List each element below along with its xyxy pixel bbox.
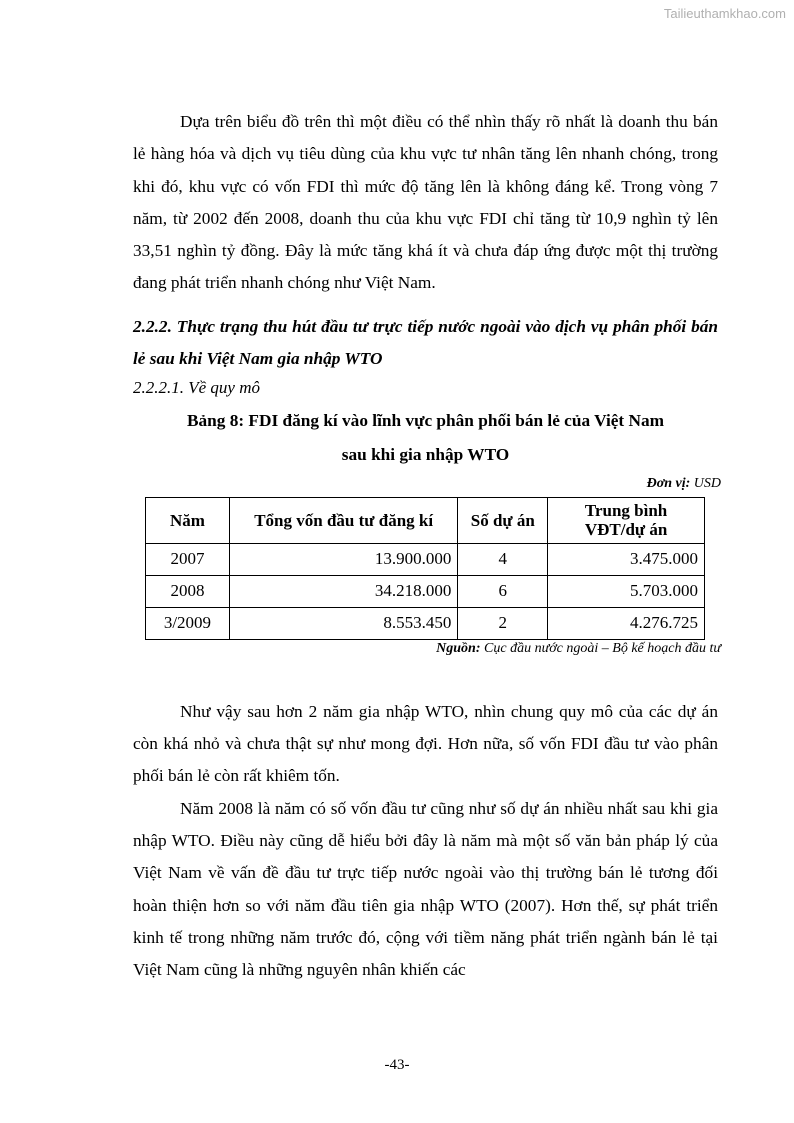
header-project-count: Số dự án xyxy=(458,497,548,543)
table-source xyxy=(133,640,721,658)
table-row xyxy=(146,607,705,639)
fdi-table xyxy=(145,497,705,640)
source-value: Cục đầu nước ngoài – Bộ kế hoạch đầu tư xyxy=(484,640,721,656)
table-row xyxy=(146,575,705,607)
cell-project-count: 4 xyxy=(458,543,548,575)
table-header-row xyxy=(146,497,705,543)
cell-total-capital: 8.553.450 xyxy=(229,607,457,639)
paragraph-2008-analysis: Năm 2008 là năm có số vốn đầu tư cũng như số dự án nhiều nhất sau khi gia nhập WTO. Điều này cũng dễ hiểu bởi đây là năm mà một số văn bản pháp lý của Việt Nam về vấn đề đầu tư trực tiếp nước ngoài vào thị trường bán lẻ tương đối hoàn thiện hơn so với năm đầu tiên gia nhập WTO (2007). Hơn thế, sự phát triển kinh tế trong những năm trước đó, cộng với tiềm năng phát triển ngành bán lẻ tại Việt Nam cũng là những nguyên nhân khiến các xyxy=(133,798,718,980)
unit-value: USD xyxy=(693,475,721,491)
table-unit xyxy=(133,475,721,493)
cell-year: 3/2009 xyxy=(146,607,230,639)
table-row xyxy=(146,543,705,575)
subsection-heading: 2.2.2.1. Về quy mô xyxy=(133,377,261,397)
header-average-capital: Trung bình VĐT/dự án xyxy=(548,497,705,543)
cell-project-count: 2 xyxy=(458,607,548,639)
cell-average-capital: 3.475.000 xyxy=(548,543,705,575)
cell-total-capital: 34.218.000 xyxy=(229,575,457,607)
paragraph-chart-analysis: Dựa trên biểu đồ trên thì một điều có thể nhìn thấy rõ nhất là doanh thu bán lẻ hàng hóa và dịch vụ tiêu dùng của khu vực tư nhân tăng lên nhanh chóng, trong khi đó, khu vực có vốn FDI thì mức độ tăng lên là không đáng kể. Trong vòng 7 năm, từ 2002 đến 2008, doanh thu của khu vực FDI chỉ tăng từ 10,9 nghìn tỷ lên 33,51 nghìn tỷ đồng. Đây là mức tăng khá ít và chưa đáp ứng được một thị trường đang phát triển nhanh chóng như Việt Nam. xyxy=(133,112,718,293)
cell-project-count: 6 xyxy=(458,575,548,607)
page-content xyxy=(133,106,721,986)
table-title xyxy=(133,404,718,472)
cell-average-capital: 5.703.000 xyxy=(548,575,705,607)
table-title-line-1: Bảng 8: FDI đăng kí vào lĩnh vực phân phối bán lẻ của Việt Nam xyxy=(186,410,665,430)
paragraph-scale-summary: Như vậy sau hơn 2 năm gia nhập WTO, nhìn chung quy mô của các dự án còn khá nhỏ và chưa thật sự như mong đợi. Hơn nữa, số vốn FDI đầu tư vào phân phối bán lẻ còn rất khiêm tốn. xyxy=(133,701,718,786)
source-label: Nguồn: xyxy=(436,640,481,656)
cell-year: 2007 xyxy=(146,543,230,575)
section-heading: 2.2.2. Thực trạng thu hút đầu tư trực tiếp nước ngoài vào dịch vụ phân phối bán lẻ sau khi Việt Nam gia nhập WTO xyxy=(133,316,718,368)
watermark-text: Tailieuthamkhao.com xyxy=(663,6,786,21)
cell-average-capital: 4.276.725 xyxy=(548,607,705,639)
header-year: Năm xyxy=(146,497,230,543)
page-number: -43- xyxy=(384,1057,410,1073)
header-total-capital: Tổng vốn đầu tư đăng kí xyxy=(229,497,457,543)
cell-year: 2008 xyxy=(146,575,230,607)
unit-label: Đơn vị: xyxy=(646,475,691,491)
table-title-line-2: sau khi gia nhập WTO xyxy=(341,444,510,464)
cell-total-capital: 13.900.000 xyxy=(229,543,457,575)
